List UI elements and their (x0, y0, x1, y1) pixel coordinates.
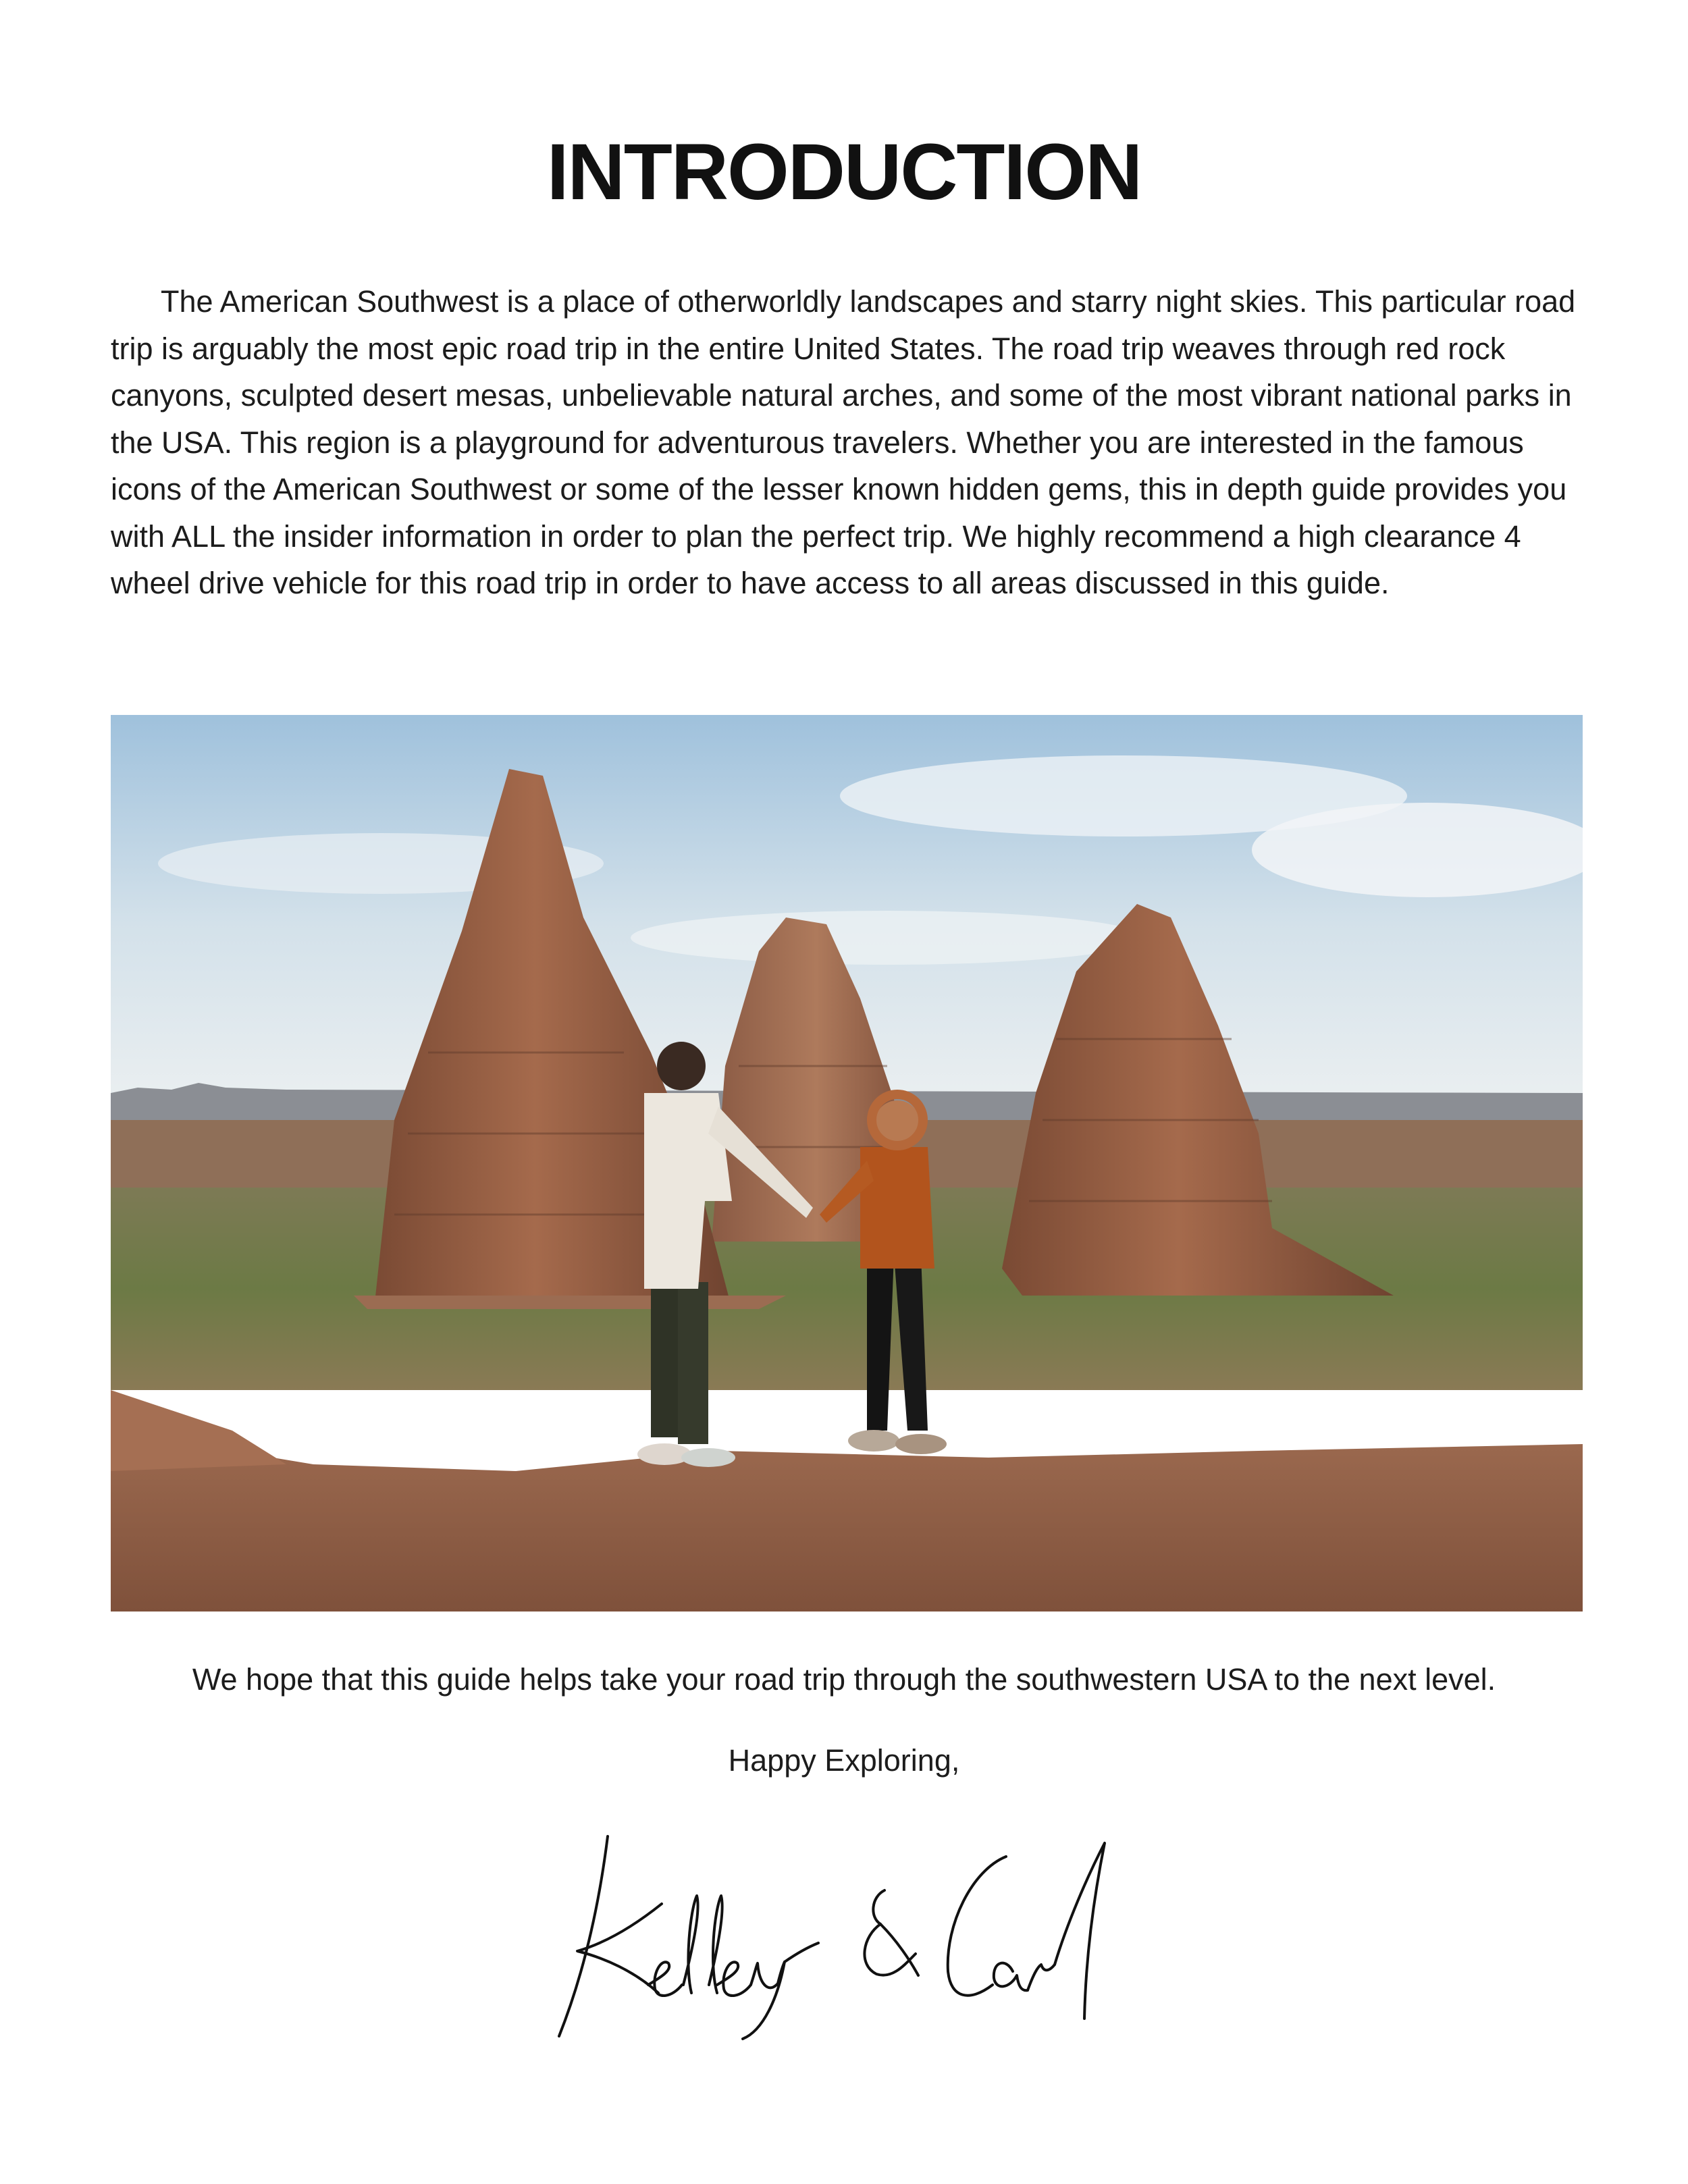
page-title: INTRODUCTION (546, 128, 1142, 217)
intro-paragraph: The American Southwest is a place of otherworldly landscapes and starry night skies. This particular road trip is arguably the most epic road trip in the entire United States. The road trip weaves through red rock canyons, sculpted desert mesas, unbelievable natural arches, and some of the most vibrant national parks in the USA. This region is a playground for adventurous travelers. Whether you are interested in the famous icons of the American Southwest or some of the lesser known hidden gems, this in depth guide provides you with ALL the insider information in order to plan the perfect trip. We highly recommend a high clearance 4 wheel drive vehicle for this road trip in order to have access to all areas discussed in this guide. (111, 284, 1576, 600)
signoff-text: Happy Exploring, (728, 1743, 960, 1778)
desert-hoodoos-photo (111, 715, 1583, 1612)
handwritten-signature (540, 1816, 1188, 2046)
closing-line: We hope that this guide helps take your road trip through the southwestern USA to the next level. (192, 1662, 1496, 1697)
